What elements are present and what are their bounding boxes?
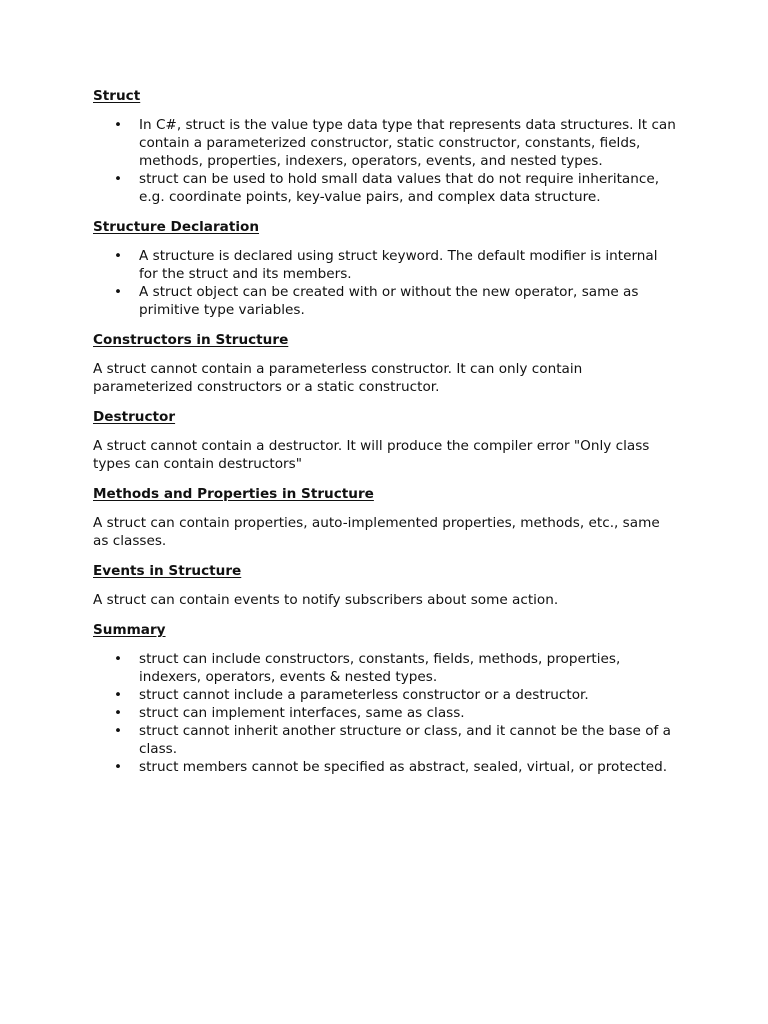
bullet-icon: • [114,723,123,739]
bullet-list-summary [93,650,678,776]
section-heading-destructor: Destructor [93,409,176,425]
section-heading-struct: Struct [93,88,141,104]
bullet-text: struct can be used to hold small data values that do not require inheritance, e.g. coordinate points, key-value pairs, and complex data structure. [139,171,660,205]
bullet-item [93,650,678,686]
bullet-item [93,704,678,722]
bullet-item [93,686,678,704]
section-heading-constructors: Constructors in Structure [93,332,289,348]
bullet-text: struct cannot include a parameterless constructor or a destructor. [139,687,589,703]
bullet-item [93,722,678,758]
section-heading-structure-declaration: Structure Declaration [93,219,260,235]
document-page [93,87,678,788]
bullet-text: A struct object can be created with or without the new operator, same as primitive type variables. [139,284,639,318]
bullet-icon: • [114,284,123,300]
bullet-text: A structure is declared using struct keyword. The default modifier is internal for the struct and its members. [139,248,658,282]
bullet-icon: • [114,117,123,133]
bullet-icon: • [114,171,123,187]
bullet-icon: • [114,651,123,667]
paragraph-methods-properties: A struct can contain properties, auto-implemented properties, methods, etc., same as classes. [93,515,660,549]
bullet-text: struct can implement interfaces, same as class. [139,705,465,721]
paragraph-events: A struct can contain events to notify subscribers about some action. [93,592,559,608]
bullet-icon: • [114,687,123,703]
section-heading-summary: Summary [93,622,166,638]
bullet-item [93,283,678,319]
bullet-item [93,758,678,776]
bullet-list-struct [93,116,678,206]
bullet-icon: • [114,759,123,775]
bullet-text: struct can include constructors, constants, fields, methods, properties, indexers, operators, events & nested types. [139,651,621,685]
bullet-icon: • [114,248,123,264]
bullet-item [93,170,678,206]
bullet-item [93,116,678,170]
bullet-text: struct cannot inherit another structure or class, and it cannot be the base of a class. [139,723,671,757]
section-heading-methods-properties: Methods and Properties in Structure [93,486,374,502]
section-heading-events: Events in Structure [93,563,242,579]
bullet-list-structure-declaration [93,247,678,319]
bullet-text: In C#, struct is the value type data type that represents data structures. It can contain a parameterized constructor, static constructor, constants, fields, methods, properties, indexers, operators, events, and nested types. [139,117,676,169]
bullet-text: struct members cannot be specified as abstract, sealed, virtual, or protected. [139,759,668,775]
bullet-icon: • [114,705,123,721]
bullet-item [93,247,678,283]
paragraph-constructors: A struct cannot contain a parameterless constructor. It can only contain parameterized constructors or a static constructor. [93,361,583,395]
paragraph-destructor: A struct cannot contain a destructor. It will produce the compiler error "Only class types can contain destructors" [93,438,650,472]
